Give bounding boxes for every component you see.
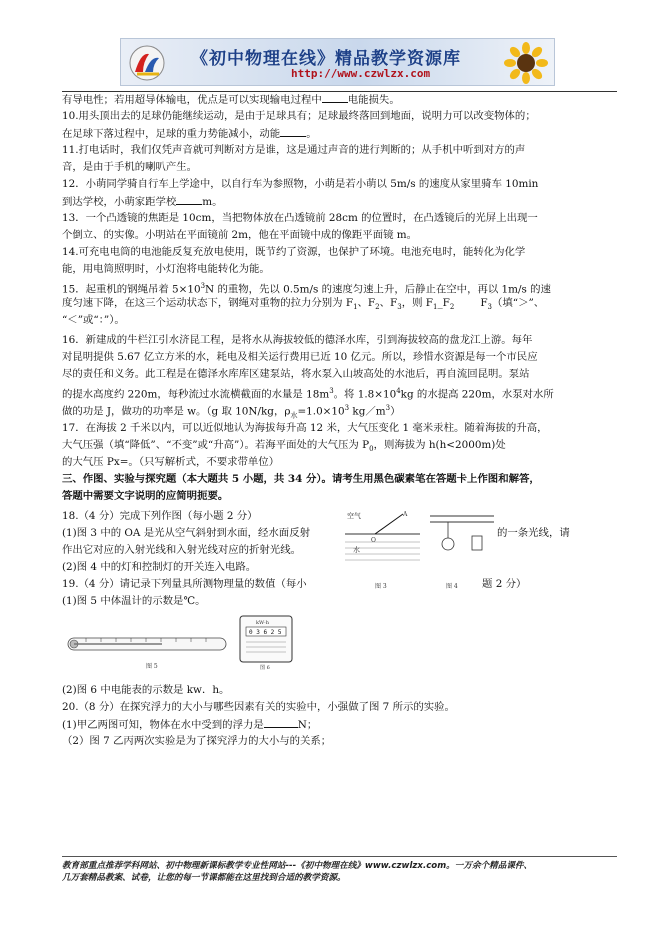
switch-icon [472, 536, 482, 550]
fig5-caption: 图 5 [146, 663, 158, 670]
text-line: 度匀速下降，在这三个运动状态下，钢绳对重物的拉力分别为 $F_1$、$F_2$、$F_3$，则 $F_1\_F_2$ $F_3$（填“＞”、 [62, 297, 545, 312]
svg-text:O: O [371, 537, 376, 544]
page-footer [62, 860, 617, 884]
text-line: 16．新建成的牛栏江引水济昆工程，是将水从海拔较低的德泽水库，引到海拔较高的盘龙江上游。每年 [62, 334, 533, 346]
text-line: 的一条光线，请 [497, 527, 570, 539]
text-line: 的大气压 Px=。（只写解析式，不要求带单位） [62, 456, 280, 468]
text-line: 13．一个凸透镜的焦距是 10cm，当把物体放在凸透镜前 28cm 的位置时，在凸透镜后的光屏上出现一 [62, 212, 538, 224]
text-line: 有导电性；若用超导体输电，优点是可以实现输电过程中 电能损失。 [62, 94, 400, 106]
svg-text:A: A [403, 511, 408, 518]
text-line: 尽的责任和义务。此工程是在德泽水库库区建泵站，将水泵入山坡高处的水池后，再自流回昆明。泵站 [62, 368, 530, 380]
text-line: 个倒立、的实像。小明站在平面镜前 2m，他在平面镜中成的像距平面镜 m。 [62, 229, 418, 241]
text-line: 17．在海拔 2 千米以内，可以近似地认为海拔每升高 12 米，大气压变化 1 毫米汞柱。随着海拔的升高， [62, 422, 548, 434]
section-heading: 答题中需要文字说明的应简明扼要。 [62, 490, 229, 502]
fig3-caption: 图 3 [375, 583, 387, 590]
text-line: (1)图 5 中体温计的示数是℃。 [62, 595, 206, 607]
text-line: 大气压强（填“降低”、“不变”或“升高”）。若海平面处的大气压为 $P_0$，则海拔为 h(h<2000m)处 [62, 439, 506, 454]
figure-4-circuit [428, 508, 496, 592]
fig3-water-label: 水 [353, 546, 360, 554]
text-line: (1)图 3 中的 OA 是光从空气斜射到水面，经水面反射 [62, 527, 310, 539]
footer-line: 几万套精品教案、试卷，让您的每一节课都能在这里找到合适的教学资源。 [62, 873, 346, 883]
header-banner [120, 38, 555, 86]
fig3-air-label: 空气 [347, 512, 361, 520]
meter-digits: 0 3 6 2 5 [249, 629, 282, 636]
text-line: 11.打电话时，我们仅凭声音就可判断对方是谁，这是通过声音的进行判断的；从手机中听到对方的声 [62, 144, 526, 156]
text-line: 20.（8 分）在探究浮力的大小与哪些因素有关的实验中，小强做了图 7 所示的实验。 [62, 701, 455, 713]
text-line: 14.可充电电筒的电池能反复充放电使用，既节约了资源，也保护了环境。电池充电时，能转化为化学 [62, 246, 526, 258]
footer-line: 教育部重点推荐学科网站、初中物理新课标教学专业性网站---《初中物理在线》www.czwlzx.com。一万余个精品课件、 [62, 861, 533, 871]
text-line: 的提水高度约 220m，每秒流过水流横截面的水量是 $18m^3$。将 $1.8\times 10^4kg$ 的水提高 220m，水泵对水所 [62, 387, 554, 401]
text-line: 对昆明提供 5.67 亿立方米的水，耗电及相关运行费用已近 10 亿元。所以，珍惜水资源是每一个市民应 [62, 351, 538, 363]
text-line: 到达学校，小萌家距学校 m。 [62, 196, 223, 208]
fig4-caption: 图 4 [446, 583, 458, 590]
banner-title: 《初中物理在线》精品教学资源库 [191, 49, 461, 69]
meter-unit: kW·h [256, 620, 269, 626]
footer-rule [62, 856, 617, 857]
text-line: 音，是由于手机的喇叭产生。 [62, 161, 198, 173]
text-line: 19.（4 分）请记录下列量具所测物理量的数值（每小 [62, 578, 307, 590]
text-line: 做的功是 J，做功的功率是 w。（g 取 10N/kg，$\rho_水=1.0\times 10^3$ $kg/m^3$） [62, 404, 401, 420]
section-heading: 三、作图、实验与探究题（本大题共 5 小题，共 34 分）。请考生用黑色碳素笔在答题卡上作图和解答， [62, 473, 540, 485]
text-line: 作出它对应的入射光线和入射光线对应的折射光线。 [62, 544, 301, 556]
text-line: 题 2 分） [482, 578, 527, 590]
logo-icon [127, 44, 167, 82]
text-line: 15．起重机的钢绳吊着 $5\times 10^3N$ 的重物，先以 0.5m/s 的速度匀速上升，后静止在空中，再以 1m/s 的速 [62, 282, 551, 296]
text-line: (2)图 6 中电能表的示数是 kw．h。 [62, 684, 230, 696]
text-line: 12．小萌同学骑自行车上学途中，以自行车为参照物，小萌是若小萌以 5m/s 的速度从家里骑车 10min [62, 178, 539, 190]
text-line: (1)甲乙两图可知，物体在水中受到的浮力是 N； [62, 719, 318, 731]
text-line: 能，用电筒照明时，小灯泡将电能转化为能。 [62, 263, 270, 275]
text-line: (2)图 4 中的灯和控制灯的开关连入电路。 [62, 561, 257, 573]
text-line: 10.用头顶出去的足球仍能继续运动，是由于足球具有；足球最终落回到地面，说明力可以改变物体的； [62, 110, 536, 122]
fig6-caption: 图 6 [260, 665, 270, 670]
text-line: （2）图 7 乙丙两次实验是为了探究浮力的大小与的关系； [62, 735, 332, 747]
text-line: 18.（4 分）完成下列作图（每小题 2 分） [62, 510, 258, 522]
figure-6-energy-meter [238, 614, 294, 670]
figure-5-thermometer [66, 624, 231, 672]
sunflower-icon [504, 42, 548, 84]
header-rule [62, 91, 617, 92]
text-line: 在足球下落过程中，足球的重力势能减小，动能 。 [62, 128, 317, 140]
banner-url: http://www.czwlzx.com [291, 67, 431, 80]
lamp-icon [442, 538, 454, 550]
text-line: “＜”或“：”）。 [62, 314, 125, 326]
